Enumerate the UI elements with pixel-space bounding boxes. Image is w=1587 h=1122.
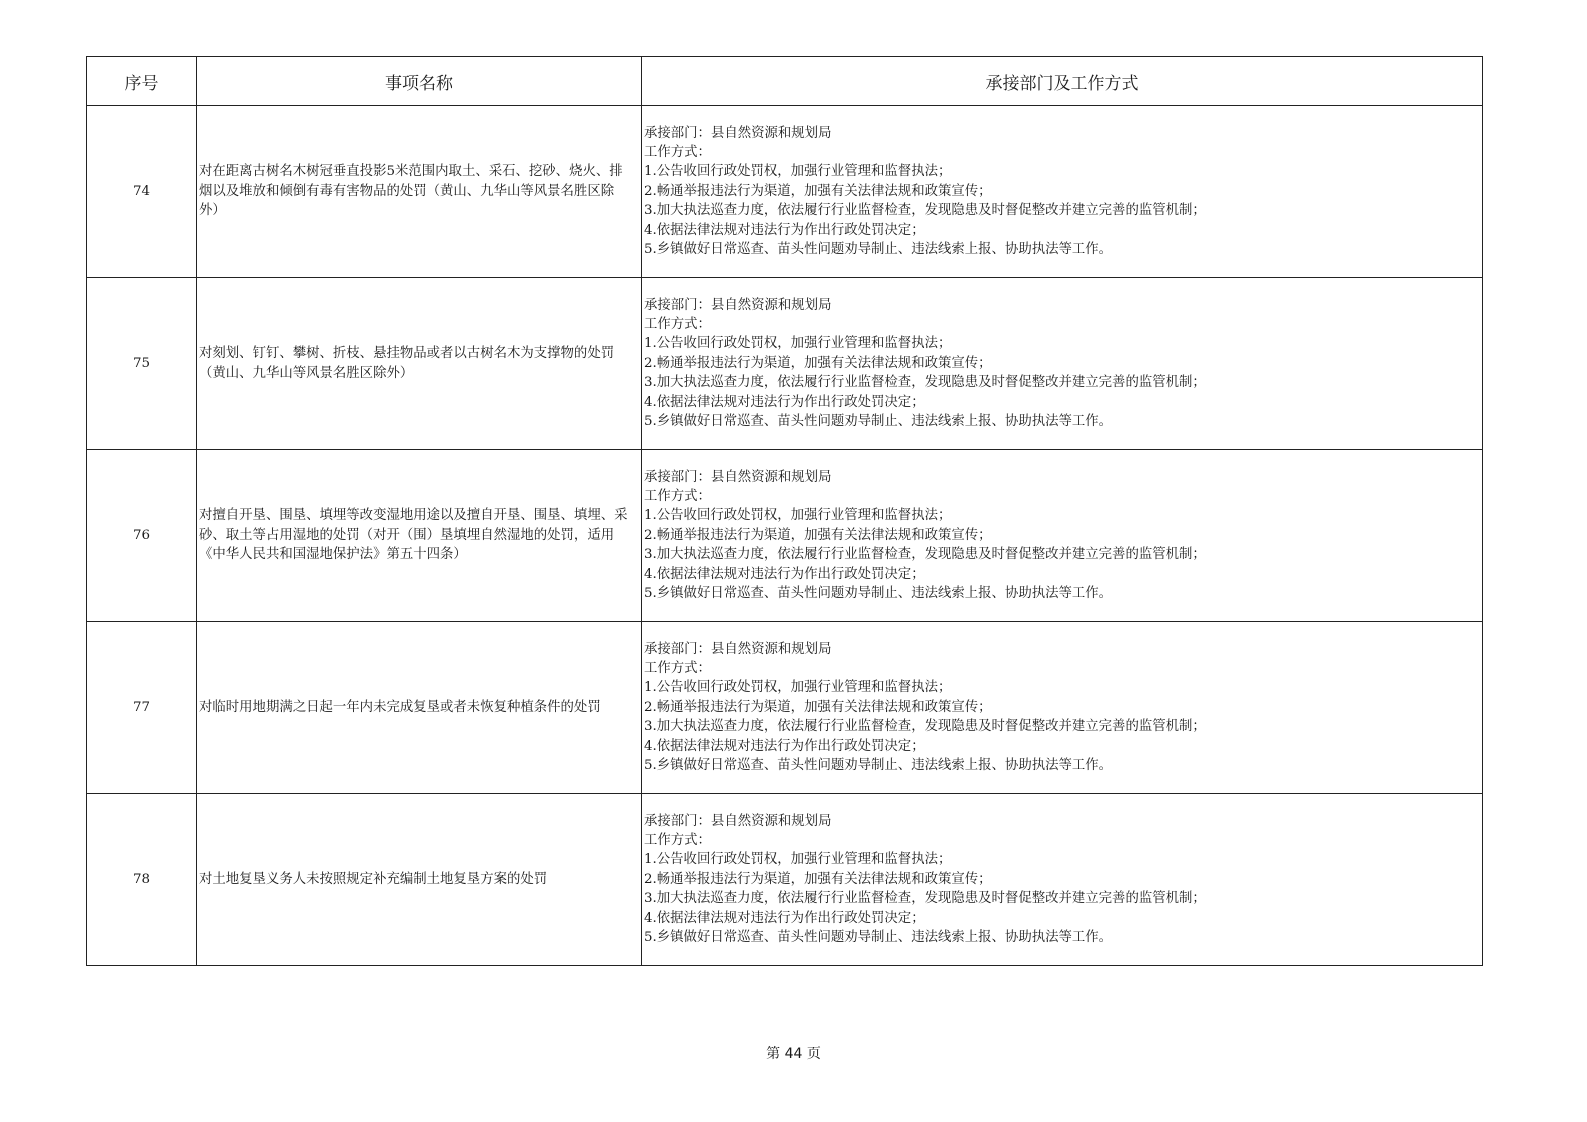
dept-line: 5.乡镇做好日常巡查、苗头性问题劝导制止、违法线索上报、协助执法等工作。	[644, 758, 1113, 774]
dept-line: 4.依据法律法规对违法行为作出行政处罚决定；	[644, 394, 925, 410]
dept-line: 3.加大执法巡查力度，依法履行行业监督检查，发现隐患及时督促整改并建立完善的监管机制；	[644, 547, 1206, 563]
row-dept-method	[642, 278, 1483, 450]
table-row	[87, 794, 1483, 966]
dept-line: 1.公告收回行政处罚权，加强行业管理和监督执法；	[644, 852, 952, 868]
dept-line: 1.公告收回行政处罚权，加强行业管理和监督执法；	[644, 680, 952, 696]
row-dept-method	[642, 106, 1483, 278]
table-row	[87, 450, 1483, 622]
dept-line: 工作方式：	[644, 660, 711, 676]
dept-line: 4.依据法律法规对违法行为作出行政处罚决定；	[644, 738, 925, 754]
row-item-name: 对在距离古树名木树冠垂直投影5米范围内取土、采石、挖砂、烧火、排烟以及堆放和倾倒有毒有害物品的处罚（黄山、九华山等风景名胜区除外）	[197, 106, 642, 278]
items-table	[86, 56, 1483, 966]
header-row	[87, 57, 1483, 106]
dept-line: 3.加大执法巡查力度，依法履行行业监督检查，发现隐患及时督促整改并建立完善的监管机制；	[644, 375, 1206, 391]
dept-line: 1.公告收回行政处罚权，加强行业管理和监督执法；	[644, 508, 952, 524]
dept-line: 承接部门：县自然资源和规划局	[644, 297, 832, 313]
row-item-name: 对刻划、钉钉、攀树、折枝、悬挂物品或者以古树名木为支撑物的处罚（黄山、九华山等风景名胜区除外）	[197, 278, 642, 450]
row-seq: 74	[87, 106, 197, 278]
row-seq: 77	[87, 622, 197, 794]
dept-line: 5.乡镇做好日常巡查、苗头性问题劝导制止、违法线索上报、协助执法等工作。	[644, 242, 1113, 258]
dept-line: 5.乡镇做好日常巡查、苗头性问题劝导制止、违法线索上报、协助执法等工作。	[644, 930, 1113, 946]
dept-line: 2.畅通举报违法行为渠道，加强有关法律法规和政策宣传；	[644, 183, 992, 199]
dept-line: 5.乡镇做好日常巡查、苗头性问题劝导制止、违法线索上报、协助执法等工作。	[644, 586, 1113, 602]
table-header	[87, 57, 1483, 106]
dept-line: 工作方式：	[644, 488, 711, 504]
dept-line: 3.加大执法巡查力度，依法履行行业监督检查，发现隐患及时督促整改并建立完善的监管机制；	[644, 719, 1206, 735]
dept-line: 3.加大执法巡查力度，依法履行行业监督检查，发现隐患及时督促整改并建立完善的监管机制；	[644, 891, 1206, 907]
header-item-name: 事项名称	[197, 57, 642, 106]
dept-line: 1.公告收回行政处罚权，加强行业管理和监督执法；	[644, 164, 952, 180]
dept-line: 2.畅通举报违法行为渠道，加强有关法律法规和政策宣传；	[644, 355, 992, 371]
table-row	[87, 106, 1483, 278]
dept-line: 承接部门：县自然资源和规划局	[644, 641, 832, 657]
dept-line: 承接部门：县自然资源和规划局	[644, 469, 832, 485]
dept-line: 工作方式：	[644, 832, 711, 848]
row-seq: 75	[87, 278, 197, 450]
row-seq: 78	[87, 794, 197, 966]
row-item-name: 对土地复垦义务人未按照规定补充编制土地复垦方案的处罚	[197, 794, 642, 966]
dept-line: 4.依据法律法规对违法行为作出行政处罚决定；	[644, 566, 925, 582]
dept-line: 4.依据法律法规对违法行为作出行政处罚决定；	[644, 222, 925, 238]
row-dept-method	[642, 794, 1483, 966]
row-item-name: 对擅自开垦、围垦、填埋等改变湿地用途以及擅自开垦、围垦、填埋、采砂、取土等占用湿地的处罚（对开（围）垦填埋自然湿地的处罚，适用《中华人民共和国湿地保护法》第五十四条）	[197, 450, 642, 622]
dept-line: 工作方式：	[644, 316, 711, 332]
row-dept-method	[642, 450, 1483, 622]
dept-line: 3.加大执法巡查力度，依法履行行业监督检查，发现隐患及时督促整改并建立完善的监管机制；	[644, 203, 1206, 219]
dept-line: 2.畅通举报违法行为渠道，加强有关法律法规和政策宣传；	[644, 527, 992, 543]
row-seq: 76	[87, 450, 197, 622]
table-row	[87, 278, 1483, 450]
dept-line: 1.公告收回行政处罚权，加强行业管理和监督执法；	[644, 336, 952, 352]
dept-line: 承接部门：县自然资源和规划局	[644, 125, 832, 141]
dept-line: 4.依据法律法规对违法行为作出行政处罚决定；	[644, 910, 925, 926]
row-dept-method	[642, 622, 1483, 794]
dept-line: 2.畅通举报违法行为渠道，加强有关法律法规和政策宣传；	[644, 871, 992, 887]
dept-line: 2.畅通举报违法行为渠道，加强有关法律法规和政策宣传；	[644, 699, 992, 715]
header-seq: 序号	[87, 57, 197, 106]
table-body	[87, 106, 1483, 966]
header-dept-method: 承接部门及工作方式	[642, 57, 1483, 106]
table-row	[87, 622, 1483, 794]
page-number: 第 44 页	[766, 1046, 821, 1062]
row-item-name: 对临时用地期满之日起一年内未完成复垦或者未恢复种植条件的处罚	[197, 622, 642, 794]
dept-line: 承接部门：县自然资源和规划局	[644, 813, 832, 829]
dept-line: 5.乡镇做好日常巡查、苗头性问题劝导制止、违法线索上报、协助执法等工作。	[644, 414, 1113, 430]
dept-line: 工作方式：	[644, 144, 711, 160]
